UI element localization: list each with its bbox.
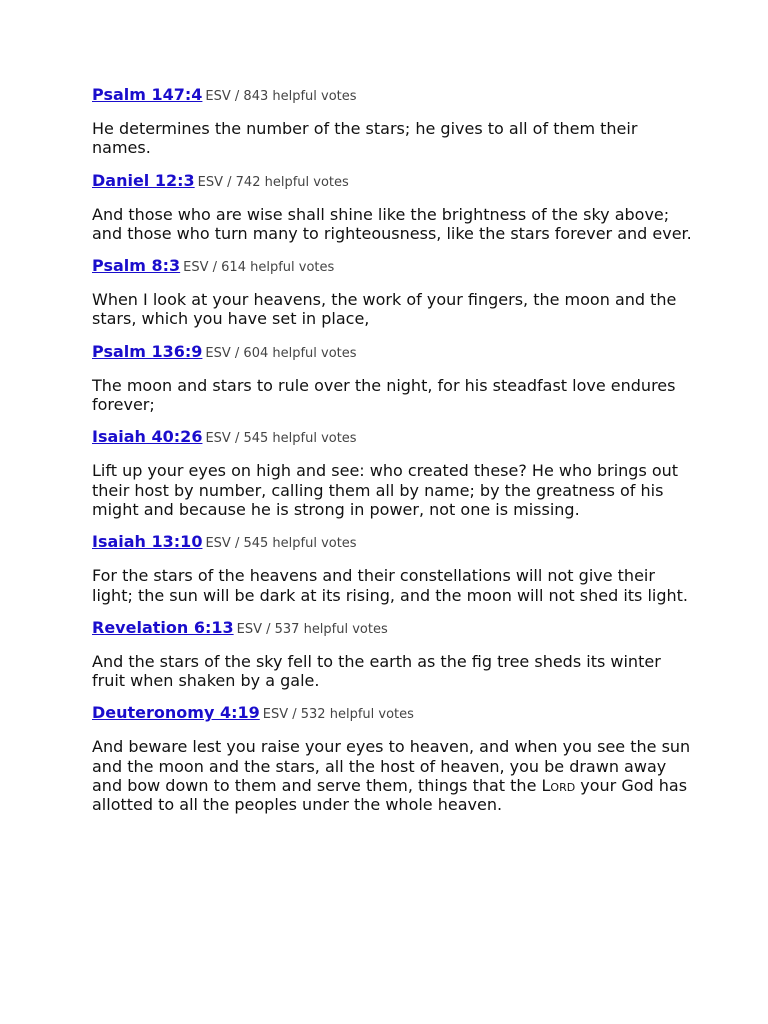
verse-header [92,531,692,553]
verse-list [92,84,692,827]
verse-reference-link[interactable]: Psalm 147:4 [92,85,203,104]
verse-meta: ESV / 545 helpful votes [205,431,357,447]
verse-text-part: your God has allotted to all the peoples under the whole heaven. [92,776,688,815]
verse-entry [92,170,692,244]
verse-text: When I look at your heavens, the work of your fingers, the moon and the stars, which you have set in place, [92,290,677,329]
verse-entry [92,617,692,691]
verse-meta: ESV / 545 helpful votes [205,536,357,552]
verse-meta: ESV / 532 helpful votes [262,707,414,723]
verse-header [92,255,692,277]
verse-meta: ESV / 843 helpful votes [205,89,357,104]
verse-entry [92,84,692,158]
verse-entry [92,341,692,415]
verse-header [92,84,692,106]
verse-text [92,737,692,814]
verse-text: He determines the number of the stars; he gives to all of them their names. [92,119,638,158]
verse-header [92,426,692,448]
verse-header [92,702,692,724]
verse-meta: ESV / 604 helpful votes [205,345,357,361]
verse-entry [92,426,692,519]
verse-text: And those who are wise shall shine like the brightness of the sky above; and those who turn many to righteousness, like the stars forever and ever. [92,204,692,243]
verse-reference-link[interactable]: Psalm 136:9 [92,341,203,361]
verse-entry [92,702,692,814]
verse-reference-link[interactable]: Isaiah 13:10 [92,532,203,552]
verse-text: Lift up your eyes on high and see: who created these? He who brings out their host by number, calling them all by name; by the greatness of his might and because he is strong in power, not one is missing. [92,461,679,519]
lord-smallcaps: Lord [541,776,576,796]
verse-header [92,341,692,363]
verse-reference-link[interactable]: Isaiah 40:26 [92,427,203,447]
verse-meta: ESV / 614 helpful votes [183,260,335,276]
verse-text: And the stars of the sky fell to the earth as the fig tree sheds its winter fruit when shaken by a gale. [92,651,661,691]
verse-text: The moon and stars to rule over the night, for his steadfast love endures forever; [92,375,676,415]
verse-reference-link[interactable]: Deuteronomy 4:19 [92,703,260,723]
verse-reference-link[interactable]: Daniel 12:3 [92,170,195,190]
verse-entry [92,255,692,329]
verse-text: For the stars of the heavens and their constellations will not give their light; the sun will be dark at its rising, and the moon will not shed its light. [92,566,689,605]
verse-entry [92,531,692,605]
verse-text-part: And beware lest you raise your eyes to heaven, and when you see the sun and the moon and the stars, all the host of heaven, you be drawn away and bow down to them and serve them, things that the [92,737,691,796]
verse-header [92,617,692,639]
verse-header [92,170,692,192]
verse-reference-link[interactable]: Revelation 6:13 [92,617,234,637]
verse-meta: ESV / 537 helpful votes [236,621,388,637]
verse-meta: ESV / 742 helpful votes [197,174,349,190]
verse-reference-link[interactable]: Psalm 8:3 [92,256,181,276]
